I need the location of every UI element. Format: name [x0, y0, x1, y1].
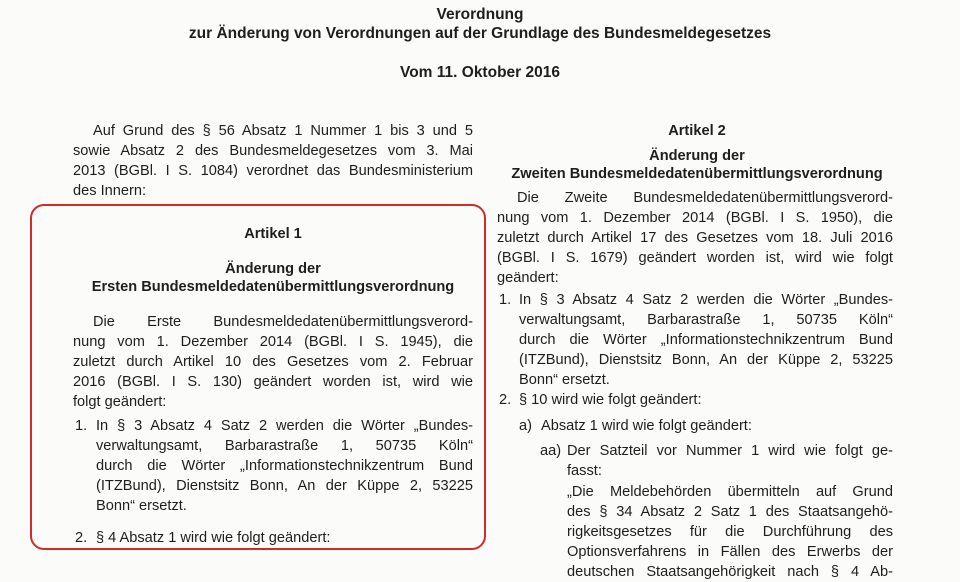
list-number: 2.	[75, 530, 88, 546]
artikel2-item2aa	[567, 441, 893, 481]
text-line: nung vom 1. Dezember 2014 (BGBl. I S. 1945), die	[73, 334, 473, 350]
text-line: verwaltungsamt, Barbarastraße 1, 50735 Köln“	[519, 312, 893, 328]
text-line: verwaltungsamt, Barbarastraße 1, 50735 Köln“	[96, 438, 473, 454]
text-line: deutschen Staatsangehörigkeit nach § 4 Ab-	[567, 564, 893, 580]
artikel1-heading: Artikel 1	[244, 226, 302, 242]
artikel2-item2: § 10 wird wie folgt geändert:	[519, 392, 702, 408]
text-line: durch die Wörter „Informationstechnikzentrum Bund	[96, 458, 473, 474]
text-line: Bonn“ ersetzt.	[96, 498, 187, 514]
text-line: des § 34 Absatz 2 Satz 1 des Staatsangehö-	[567, 504, 893, 520]
document-date: Vom 11. Oktober 2016	[400, 64, 560, 81]
artikel2-subheading: Änderung der	[649, 148, 745, 164]
preamble-line: des Innern:	[73, 183, 147, 199]
artikel2-quote	[567, 482, 893, 582]
artikel2-item1	[519, 290, 893, 390]
text-line: (ITZBund), Dienstsitz Bonn, An der Küppe 2, 53225	[96, 478, 473, 494]
artikel2-heading: Artikel 2	[668, 123, 726, 139]
list-letter: aa)	[540, 443, 562, 459]
artikel2-item2a: Absatz 1 wird wie folgt geändert:	[541, 418, 752, 434]
preamble-line: sowie Absatz 2 des Bundesmeldegesetzes vom 3. Mai	[73, 143, 473, 159]
text-line: nung vom 1. Dezember 2014 (BGBl. I S. 1950), die	[497, 210, 893, 226]
text-line: Die Zweite Bundesmeldedatenübermittlungsverord-	[517, 190, 893, 206]
text-line: In § 3 Absatz 4 Satz 2 werden die Wörter „Bundes-	[519, 292, 893, 308]
document-subtitle: zur Änderung von Verordnungen auf der Grundlage des Bundesmeldegesetzes	[188, 25, 772, 42]
preamble-line: Auf Grund des § 56 Absatz 1 Nummer 1 bis 3 und 5	[93, 123, 473, 139]
artikel1-item1	[96, 416, 473, 516]
text-line: Bonn“ ersetzt.	[519, 372, 610, 388]
list-number: 1.	[499, 292, 512, 308]
list-number: 2.	[499, 392, 512, 408]
text-line: „Die Meldebehörden übermitteln auf Grund	[567, 484, 893, 500]
artikel1-subheading: Änderung der	[225, 261, 321, 277]
text-line: In § 3 Absatz 4 Satz 2 werden die Wörter „Bundes-	[96, 418, 473, 434]
text-line: Die Erste Bundesmeldedatenübermittlungsverord-	[93, 314, 473, 330]
artikel2-intro	[497, 188, 893, 288]
text-line: zuletzt durch Artikel 17 des Gesetzes vom 18. Juli 2016	[497, 230, 893, 246]
text-line: 2016 (BGBl. I S. 130) geändert worden ist, wird wie	[73, 374, 473, 390]
artikel1-subheading: Ersten Bundesmeldedatenübermittlungsverordnung	[91, 279, 455, 295]
text-line: geändert:	[497, 270, 559, 286]
list-letter: a)	[519, 418, 532, 434]
text-line: folgt geändert:	[73, 394, 167, 410]
text-line: rigkeitsgesetzes für die Durchführung des	[567, 524, 893, 540]
preamble	[73, 121, 473, 201]
text-line: (BGBl. I S. 1679) geändert worden ist, wird wie folgt	[497, 250, 893, 266]
artikel1-item2: § 4 Absatz 1 wird wie folgt geändert:	[96, 530, 331, 546]
document-title: Verordnung	[436, 6, 524, 23]
text-line: zuletzt durch Artikel 10 des Gesetzes vom 2. Februar	[73, 354, 473, 370]
text-line: durch die Wörter „Informationstechnikzentrum Bund	[519, 332, 893, 348]
preamble-line: 2013 (BGBl. I S. 1084) verordnet das Bundesministerium	[73, 163, 473, 179]
text-line: Optionsverfahrens in Fällen des Erwerbs der	[567, 544, 893, 560]
artikel2-subheading: Zweiten Bundesmeldedatenübermittlungsverordnung	[511, 166, 883, 182]
list-number: 1.	[75, 418, 88, 434]
text-line: (ITZBund), Dienstsitz Bonn, An der Küppe 2, 53225	[519, 352, 893, 368]
text-line: fasst:	[567, 463, 602, 479]
artikel1-intro	[73, 312, 473, 412]
text-line: Der Satzteil vor Nummer 1 wird wie folgt ge-	[567, 443, 893, 459]
